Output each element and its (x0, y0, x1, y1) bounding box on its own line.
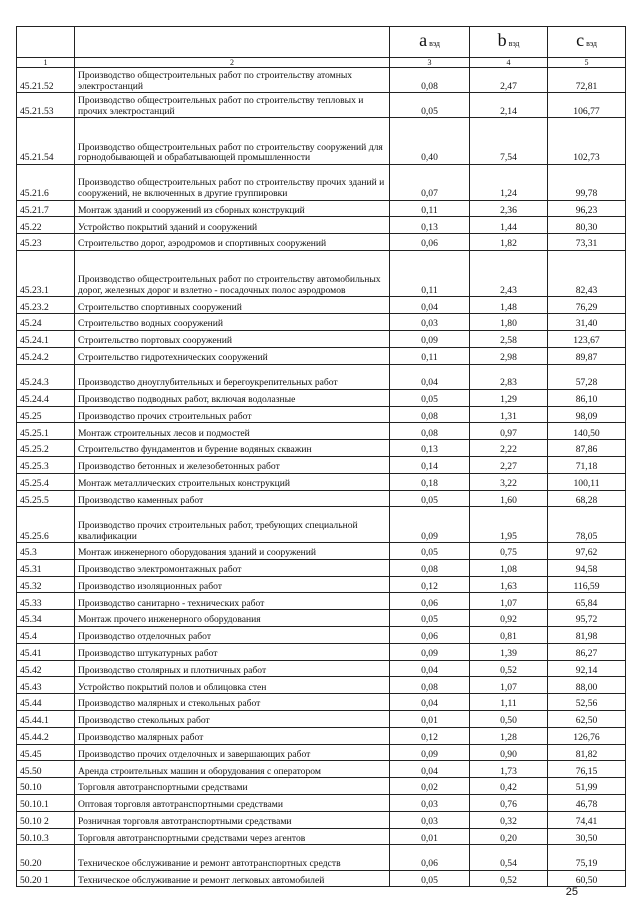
table-row (17, 507, 626, 543)
row-code: 45.44.1 (17, 711, 75, 728)
row-description: Монтаж строительных лесов и подмостей (75, 423, 390, 440)
row-value-b: 3,22 (470, 473, 548, 490)
table-row (17, 364, 626, 389)
table-row (17, 727, 626, 744)
row-description: Производство общестроительных работ по строительству сооружений для горнодобывающей и обрабатывающей промышленности (75, 118, 390, 164)
row-description: Производство малярных работ (75, 727, 390, 744)
row-value-c: 68,28 (548, 490, 626, 507)
row-value-c: 78,05 (548, 507, 626, 543)
row-value-b: 1,82 (470, 234, 548, 251)
row-description: Производство общестроительных работ по строительству атомных электростанций (75, 68, 390, 93)
row-description: Производство прочих строительных работ (75, 406, 390, 423)
row-value-b: 2,98 (470, 347, 548, 364)
row-value-c: 82,43 (548, 250, 626, 296)
row-value-b: 0,97 (470, 423, 548, 440)
header-b-subscript: вэд (508, 38, 520, 48)
row-code: 45.3 (17, 543, 75, 560)
row-value-b: 0,52 (470, 870, 548, 887)
row-code: 45.42 (17, 660, 75, 677)
row-value-b: 1,24 (470, 164, 548, 200)
row-value-a: 0,04 (390, 761, 470, 778)
row-description: Монтаж инженерного оборудования зданий и сооружений (75, 543, 390, 560)
row-value-c: 94,58 (548, 559, 626, 576)
table-row (17, 870, 626, 887)
row-description: Производство малярных и стекольных работ (75, 694, 390, 711)
row-value-b: 0,20 (470, 828, 548, 845)
row-description: Монтаж прочего инженерного оборудования (75, 610, 390, 627)
row-value-b: 1,63 (470, 576, 548, 593)
row-value-a: 0,09 (390, 507, 470, 543)
row-code: 50.10.3 (17, 828, 75, 845)
row-value-a: 0,08 (390, 406, 470, 423)
row-value-a: 0,05 (390, 610, 470, 627)
row-description: Производство столярных и плотничных работ (75, 660, 390, 677)
header-a-cell (390, 27, 470, 58)
page-number: 25 (565, 886, 578, 898)
row-description: Торговля автотранспортными средствами (75, 778, 390, 795)
row-code: 45.41 (17, 643, 75, 660)
row-value-b: 2,43 (470, 250, 548, 296)
row-description: Строительство дорог, аэродромов и спортивных сооружений (75, 234, 390, 251)
row-value-a: 0,12 (390, 727, 470, 744)
row-description: Оптовая торговля автотранспортными средствами (75, 795, 390, 812)
header-c-cell (548, 27, 626, 58)
row-code: 45.50 (17, 761, 75, 778)
row-value-b: 1,48 (470, 297, 548, 314)
row-value-a: 0,05 (390, 543, 470, 560)
row-code: 45.24.4 (17, 389, 75, 406)
row-value-c: 96,23 (548, 200, 626, 217)
row-value-a: 0,05 (390, 93, 470, 118)
row-value-b: 1,08 (470, 559, 548, 576)
row-value-c: 57,28 (548, 364, 626, 389)
row-value-c: 30,50 (548, 828, 626, 845)
row-code: 50.20 1 (17, 870, 75, 887)
row-value-a: 0,06 (390, 845, 470, 870)
row-value-a: 0,05 (390, 389, 470, 406)
row-code: 45.44.2 (17, 727, 75, 744)
row-code: 45.21.52 (17, 68, 75, 93)
row-code: 50.10.1 (17, 795, 75, 812)
row-value-a: 0,09 (390, 643, 470, 660)
table-row (17, 828, 626, 845)
row-value-b: 1,11 (470, 694, 548, 711)
row-value-a: 0,09 (390, 744, 470, 761)
row-value-a: 0,02 (390, 778, 470, 795)
row-description: Производство прочих строительных работ, требующих специальной квалификации (75, 507, 390, 543)
row-code: 45.24.2 (17, 347, 75, 364)
row-code: 45.32 (17, 576, 75, 593)
row-description: Производство прочих отделочных и завершающих работ (75, 744, 390, 761)
row-value-b: 1,07 (470, 593, 548, 610)
row-value-a: 0,12 (390, 576, 470, 593)
row-code: 45.21.53 (17, 93, 75, 118)
table-row (17, 93, 626, 118)
table-row (17, 297, 626, 314)
row-description: Техническое обслуживание и ремонт автотранспортных средств (75, 845, 390, 870)
row-value-a: 0,06 (390, 234, 470, 251)
row-value-a: 0,18 (390, 473, 470, 490)
row-value-c: 65,84 (548, 593, 626, 610)
row-value-b: 0,81 (470, 627, 548, 644)
column-number: 5 (548, 58, 626, 68)
row-value-c: 81,82 (548, 744, 626, 761)
table-row (17, 778, 626, 795)
table-row (17, 68, 626, 93)
table-row (17, 490, 626, 507)
row-value-a: 0,14 (390, 456, 470, 473)
row-value-a: 0,01 (390, 828, 470, 845)
table-row (17, 440, 626, 457)
row-value-b: 0,54 (470, 845, 548, 870)
row-description: Производство отделочных работ (75, 627, 390, 644)
table-row (17, 711, 626, 728)
row-value-a: 0,03 (390, 811, 470, 828)
table-row (17, 660, 626, 677)
row-value-a: 0,13 (390, 440, 470, 457)
header-b-symbol: b (497, 29, 507, 50)
row-value-b: 0,32 (470, 811, 548, 828)
row-value-b: 1,39 (470, 643, 548, 660)
table-row (17, 389, 626, 406)
row-value-c: 74,41 (548, 811, 626, 828)
row-value-b: 2,36 (470, 200, 548, 217)
table-row (17, 576, 626, 593)
row-value-b: 0,50 (470, 711, 548, 728)
table-row (17, 423, 626, 440)
row-value-a: 0,09 (390, 330, 470, 347)
table-row (17, 330, 626, 347)
table-row (17, 811, 626, 828)
row-value-b: 0,92 (470, 610, 548, 627)
table-row (17, 845, 626, 870)
row-value-c: 62,50 (548, 711, 626, 728)
row-value-a: 0,06 (390, 627, 470, 644)
row-value-c: 92,14 (548, 660, 626, 677)
row-code: 45.24.3 (17, 364, 75, 389)
row-value-a: 0,03 (390, 314, 470, 331)
table-row (17, 559, 626, 576)
row-value-a: 0,05 (390, 870, 470, 887)
row-description: Производство изоляционных работ (75, 576, 390, 593)
row-value-a: 0,11 (390, 250, 470, 296)
table-row (17, 234, 626, 251)
row-description: Производство бетонных и железобетонных работ (75, 456, 390, 473)
row-value-b: 2,14 (470, 93, 548, 118)
table-body (17, 27, 626, 887)
row-code: 45.43 (17, 677, 75, 694)
table-row (17, 627, 626, 644)
row-value-c: 88,00 (548, 677, 626, 694)
column-number: 2 (75, 58, 390, 68)
row-code: 45.33 (17, 593, 75, 610)
row-value-b: 0,90 (470, 744, 548, 761)
row-value-c: 76,15 (548, 761, 626, 778)
row-value-c: 60,50 (548, 870, 626, 887)
row-value-b: 0,76 (470, 795, 548, 812)
row-value-b: 1,80 (470, 314, 548, 331)
row-code: 45.23.1 (17, 250, 75, 296)
row-value-c: 140,50 (548, 423, 626, 440)
row-value-a: 0,07 (390, 164, 470, 200)
row-value-a: 0,08 (390, 423, 470, 440)
row-value-b: 1,44 (470, 217, 548, 234)
row-value-b: 1,31 (470, 406, 548, 423)
column-number-row (17, 58, 626, 68)
row-description: Техническое обслуживание и ремонт легковых автомобилей (75, 870, 390, 887)
row-code: 45.45 (17, 744, 75, 761)
table-row (17, 200, 626, 217)
row-value-b: 2,83 (470, 364, 548, 389)
row-description: Производство штукатурных работ (75, 643, 390, 660)
row-value-c: 46,78 (548, 795, 626, 812)
header-desc-cell (75, 27, 390, 58)
row-value-c: 86,10 (548, 389, 626, 406)
row-value-c: 86,27 (548, 643, 626, 660)
row-value-c: 73,31 (548, 234, 626, 251)
row-description: Производство санитарно - технических работ (75, 593, 390, 610)
row-description: Монтаж металлических строительных конструкций (75, 473, 390, 490)
row-value-a: 0,13 (390, 217, 470, 234)
row-description: Производство стекольных работ (75, 711, 390, 728)
row-value-c: 72,81 (548, 68, 626, 93)
row-value-c: 75,19 (548, 845, 626, 870)
row-description: Строительство фундаментов и бурение водяных скважин (75, 440, 390, 457)
row-code: 45.24.1 (17, 330, 75, 347)
column-number: 3 (390, 58, 470, 68)
row-description: Розничная торговля автотранспортными средствами (75, 811, 390, 828)
coefficients-table (16, 26, 626, 887)
row-value-a: 0,08 (390, 677, 470, 694)
row-value-c: 99,78 (548, 164, 626, 200)
row-code: 45.21.6 (17, 164, 75, 200)
table-row (17, 761, 626, 778)
row-value-a: 0,08 (390, 68, 470, 93)
table-row (17, 744, 626, 761)
table-row (17, 795, 626, 812)
row-value-c: 116,59 (548, 576, 626, 593)
row-code: 45.44 (17, 694, 75, 711)
row-description: Производство электромонтажных работ (75, 559, 390, 576)
row-value-a: 0,01 (390, 711, 470, 728)
header-row (17, 27, 626, 58)
row-value-a: 0,04 (390, 694, 470, 711)
table-row (17, 694, 626, 711)
row-description: Производство общестроительных работ по строительству автомобильных дорог, железных дорог и взлетно - посадочных полос аэродромов (75, 250, 390, 296)
row-value-c: 76,29 (548, 297, 626, 314)
row-value-b: 2,47 (470, 68, 548, 93)
row-code: 50.10 (17, 778, 75, 795)
table-row (17, 473, 626, 490)
row-value-b: 0,75 (470, 543, 548, 560)
row-value-b: 0,42 (470, 778, 548, 795)
row-value-c: 98,09 (548, 406, 626, 423)
row-value-b: 7,54 (470, 118, 548, 164)
row-code: 45.22 (17, 217, 75, 234)
row-description: Строительство водных сооружений (75, 314, 390, 331)
row-code: 45.23.2 (17, 297, 75, 314)
table-row (17, 314, 626, 331)
row-value-b: 1,95 (470, 507, 548, 543)
row-code: 45.4 (17, 627, 75, 644)
row-value-c: 126,76 (548, 727, 626, 744)
header-c-subscript: вэд (586, 38, 597, 48)
row-value-c: 106,77 (548, 93, 626, 118)
row-description: Монтаж зданий и сооружений из сборных конструкций (75, 200, 390, 217)
row-value-a: 0,08 (390, 559, 470, 576)
row-value-c: 95,72 (548, 610, 626, 627)
row-code: 50.10 2 (17, 811, 75, 828)
row-code: 45.25.4 (17, 473, 75, 490)
row-description: Строительство гидротехнических сооружений (75, 347, 390, 364)
row-value-a: 0,04 (390, 297, 470, 314)
table-row (17, 643, 626, 660)
row-value-b: 2,27 (470, 456, 548, 473)
header-a-symbol: a (419, 29, 428, 50)
row-value-a: 0,11 (390, 347, 470, 364)
row-description: Производство общестроительных работ по строительству тепловых и прочих электростанций (75, 93, 390, 118)
row-code: 50.20 (17, 845, 75, 870)
table-row (17, 217, 626, 234)
table-row (17, 118, 626, 164)
row-value-b: 1,07 (470, 677, 548, 694)
row-value-c: 81,98 (548, 627, 626, 644)
row-code: 45.21.7 (17, 200, 75, 217)
row-value-b: 2,58 (470, 330, 548, 347)
row-value-c: 97,62 (548, 543, 626, 560)
header-c-symbol: c (576, 29, 585, 50)
table-row (17, 610, 626, 627)
row-value-a: 0,04 (390, 660, 470, 677)
row-value-a: 0,04 (390, 364, 470, 389)
header-a-subscript: вэд (429, 38, 440, 48)
row-value-c: 80,30 (548, 217, 626, 234)
row-description: Строительство портовых сооружений (75, 330, 390, 347)
row-code: 45.25 (17, 406, 75, 423)
row-code: 45.23 (17, 234, 75, 251)
column-number: 4 (470, 58, 548, 68)
header-code-cell (17, 27, 75, 58)
table-row (17, 543, 626, 560)
row-description: Строительство спортивных сооружений (75, 297, 390, 314)
row-code: 45.25.2 (17, 440, 75, 457)
row-code: 45.24 (17, 314, 75, 331)
row-code: 45.25.6 (17, 507, 75, 543)
row-code: 45.21.54 (17, 118, 75, 164)
row-value-a: 0,03 (390, 795, 470, 812)
row-description: Устройство покрытий зданий и сооружений (75, 217, 390, 234)
row-description: Торговля автотранспортными средствами через агентов (75, 828, 390, 845)
row-code: 45.34 (17, 610, 75, 627)
row-value-c: 102,73 (548, 118, 626, 164)
row-value-c: 89,87 (548, 347, 626, 364)
header-b-cell (470, 27, 548, 58)
row-description: Аренда строительных машин и оборудования с оператором (75, 761, 390, 778)
row-code: 45.25.1 (17, 423, 75, 440)
row-value-c: 31,40 (548, 314, 626, 331)
column-number: 1 (17, 58, 75, 68)
row-value-c: 123,67 (548, 330, 626, 347)
table-row (17, 250, 626, 296)
table-row (17, 456, 626, 473)
row-code: 45.25.3 (17, 456, 75, 473)
row-value-c: 71,18 (548, 456, 626, 473)
row-value-c: 52,56 (548, 694, 626, 711)
row-value-b: 0,52 (470, 660, 548, 677)
row-value-b: 1,73 (470, 761, 548, 778)
table-row (17, 677, 626, 694)
row-value-a: 0,11 (390, 200, 470, 217)
row-description: Производство подводных работ, включая водолазные (75, 389, 390, 406)
row-code: 45.25.5 (17, 490, 75, 507)
row-value-a: 0,06 (390, 593, 470, 610)
row-description: Производство дноуглубительных и берегоукрепительных работ (75, 364, 390, 389)
table-row (17, 406, 626, 423)
table-row (17, 593, 626, 610)
row-value-a: 0,05 (390, 490, 470, 507)
table-row (17, 164, 626, 200)
row-description: Устройство покрытий полов и облицовка стен (75, 677, 390, 694)
row-value-a: 0,40 (390, 118, 470, 164)
row-value-b: 1,29 (470, 389, 548, 406)
row-value-b: 1,60 (470, 490, 548, 507)
row-value-b: 1,28 (470, 727, 548, 744)
row-description: Производство каменных работ (75, 490, 390, 507)
row-value-c: 87,86 (548, 440, 626, 457)
row-description: Производство общестроительных работ по строительству прочих зданий и сооружений, не включенных в другие группировки (75, 164, 390, 200)
row-code: 45.31 (17, 559, 75, 576)
row-value-c: 51,99 (548, 778, 626, 795)
row-value-c: 100,11 (548, 473, 626, 490)
table-row (17, 347, 626, 364)
row-value-b: 2,22 (470, 440, 548, 457)
